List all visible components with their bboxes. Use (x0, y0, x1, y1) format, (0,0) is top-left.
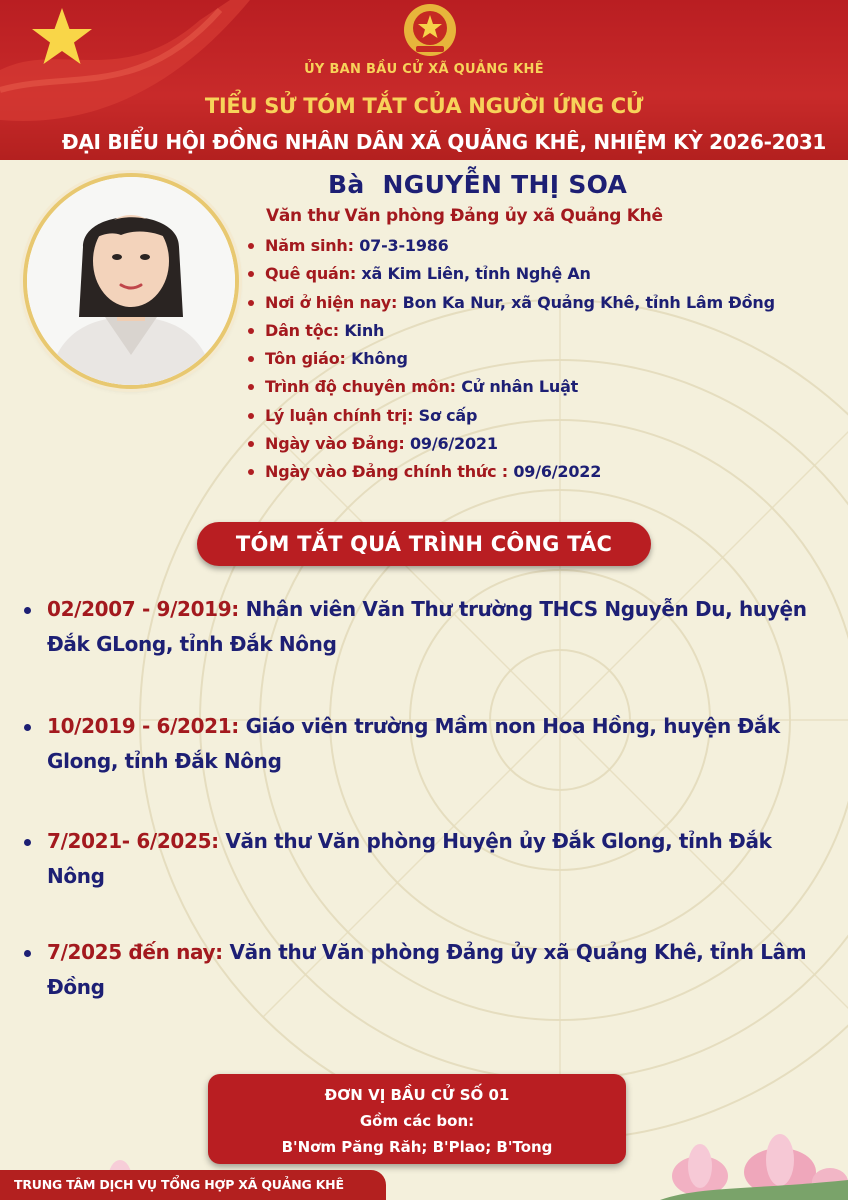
info-birth-date: Năm sinh: 07-3-1986 (248, 232, 775, 260)
work-history-item: 02/2007 - 9/2019: Nhân viên Văn Thư trường THCS Nguyễn Du, huyện Đắk GLong, tỉnh Đắk Nông (22, 592, 832, 662)
work-history-item: 7/2021- 6/2025: Văn thư Văn phòng Huyện ủy Đắk Glong, tỉnh Đắk Nông (22, 824, 832, 894)
info-ethnicity: Dân tộc: Kinh (248, 317, 775, 345)
info-party-official-date: Ngày vào Đảng chính thức : 09/6/2022 (248, 458, 775, 486)
constituency-box (208, 1074, 626, 1164)
lotus-icon (660, 1120, 848, 1200)
info-party-join-date: Ngày vào Đảng: 09/6/2021 (248, 430, 775, 458)
constituency-villages: B'Nơm Păng Răh; B'Plao; B'Tong (281, 1138, 553, 1156)
info-education: Trình độ chuyên môn: Cử nhân Luật (248, 373, 775, 401)
star-icon (30, 6, 94, 66)
info-religion: Tôn giáo: Không (248, 345, 775, 373)
document-title: TIỂU SỬ TÓM TẮT CỦA NGƯỜI ỨNG CỬ (204, 94, 644, 118)
work-history-item: 10/2019 - 6/2021: Giáo viên trường Mầm non Hoa Hồng, huyện Đắk Glong, tỉnh Đắk Nông (22, 709, 832, 779)
footer-organization: TRUNG TÂM DỊCH VỤ TỔNG HỢP XÃ QUẢNG KHÊ (0, 1170, 386, 1200)
info-residence: Nơi ở hiện nay: Bon Ka Nur, xã Quảng Khê, tỉnh Lâm Đồng (248, 289, 775, 317)
info-hometown: Quê quán: xã Kim Liên, tỉnh Nghệ An (248, 260, 775, 288)
portrait-illustration (27, 177, 235, 385)
constituency-title: ĐƠN VỊ BẦU CỬ SỐ 01 (324, 1086, 510, 1104)
constituency-subtitle: Gồm các bon: (359, 1112, 475, 1130)
work-history-item: 7/2025 đến nay: Văn thư Văn phòng Đảng ủy xã Quảng Khê, tỉnh Lâm Đồng (22, 935, 832, 1005)
work-history-heading: TÓM TẮT QUÁ TRÌNH CÔNG TÁC (197, 522, 651, 566)
info-political-theory: Lý luận chính trị: Sơ cấp (248, 402, 775, 430)
candidate-portrait (27, 177, 235, 385)
candidate-name: Bà NGUYỄN THỊ SOA (328, 170, 628, 199)
header-banner (0, 0, 848, 160)
personal-info-list (248, 232, 775, 487)
document-subtitle: ĐẠI BIỂU HỘI ĐỒNG NHÂN DÂN XÃ QUẢNG KHÊ, NHIỆM KỲ 2026-2031 (61, 130, 827, 154)
national-emblem-icon (402, 2, 458, 58)
committee-name: ỦY BAN BẦU CỬ XÃ QUẢNG KHÊ (304, 62, 544, 77)
candidate-position: Văn thư Văn phòng Đảng ủy xã Quảng Khê (266, 206, 663, 226)
